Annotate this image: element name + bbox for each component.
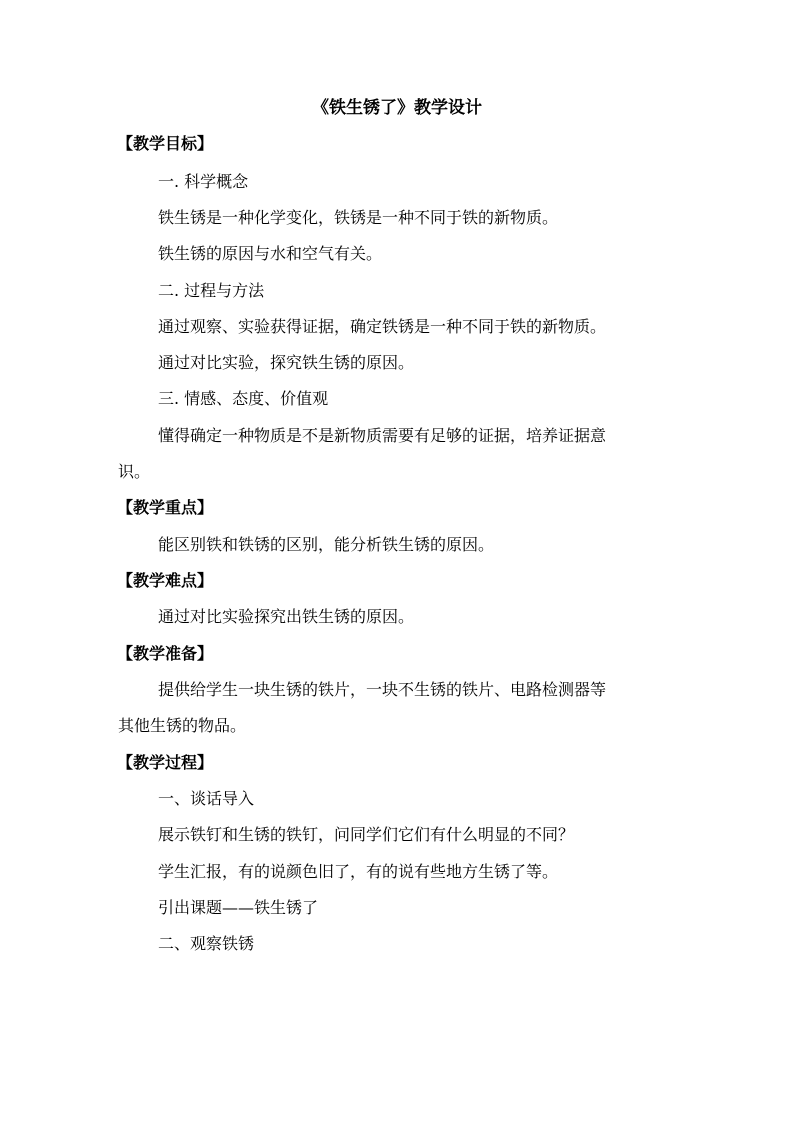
paragraph-line: 懂得确定一种物质是不是新物质需要有足够的证据，培养证据意 <box>158 426 607 445</box>
paragraph-line: 提供给学生一块生锈的铁片，一块不生锈的铁片、电路检测器等 <box>158 680 607 699</box>
paragraph-line: 学生汇报，有的说颜色旧了，有的说有些地方生锈了等。 <box>158 862 559 881</box>
section-heading-key-points: 【教学重点】 <box>117 498 214 517</box>
subheading-attitude-values: 三. 情感、态度、价值观 <box>158 389 329 408</box>
paragraph-line: 通过对比实验，探究铁生锈的原因。 <box>158 353 415 372</box>
subheading-process-method: 二. 过程与方法 <box>158 281 265 300</box>
paragraph-line: 引出课题——铁生锈了 <box>158 898 319 917</box>
paragraph-line: 铁生锈的原因与水和空气有关。 <box>158 244 383 263</box>
paragraph-line-continued: 其他生锈的物品。 <box>118 716 247 735</box>
subheading-observe-rust: 二、观察铁锈 <box>158 934 255 953</box>
paragraph-line: 展示铁钉和生锈的铁钉，问同学们它们有什么明显的不同？ <box>158 825 575 844</box>
paragraph-line: 铁生锈是一种化学变化，铁锈是一种不同于铁的新物质。 <box>158 208 559 227</box>
document-title: 《铁生锈了》教学设计 <box>312 98 482 118</box>
section-heading-preparation: 【教学准备】 <box>117 644 214 663</box>
subheading-introduction: 一、谈话导入 <box>158 789 255 808</box>
subheading-science-concept: 一. 科学概念 <box>158 172 249 191</box>
paragraph-line: 能区别铁和铁锈的区别，能分析铁生锈的原因。 <box>158 535 495 554</box>
section-heading-objectives: 【教学目标】 <box>117 134 214 153</box>
paragraph-line-continued: 识。 <box>118 462 151 481</box>
section-heading-process: 【教学过程】 <box>117 753 214 772</box>
paragraph-line: 通过对比实验探究出铁生锈的原因。 <box>158 607 415 626</box>
paragraph-line: 通过观察、实验获得证据，确定铁锈是一种不同于铁的新物质。 <box>158 317 607 336</box>
section-heading-difficulties: 【教学难点】 <box>117 571 214 590</box>
